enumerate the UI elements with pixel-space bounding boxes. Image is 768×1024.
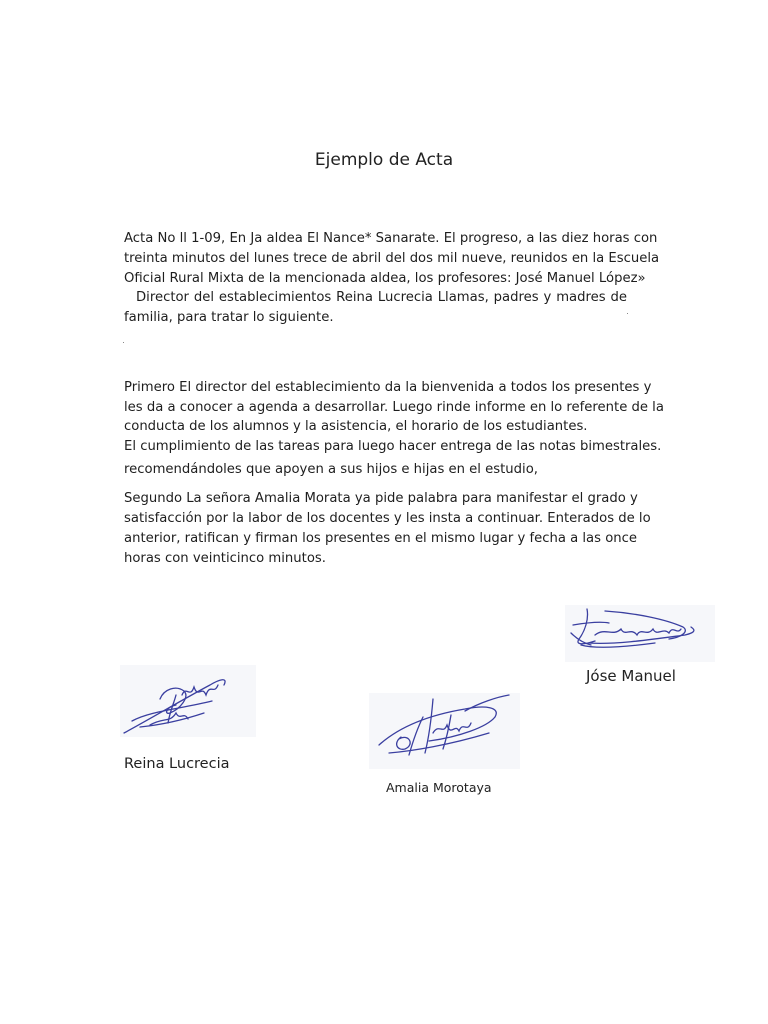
- signature-reina-lucrecia: [120, 665, 256, 737]
- paragraph-line: conducta de los alumnos y la asistencia, el horario de los estudiantes.: [124, 419, 588, 434]
- signature-name-jose-manuel: Jóse Manuel: [586, 667, 676, 685]
- signature-name-amalia-morotaya: Amalia Morotaya: [386, 780, 492, 795]
- signature-jose-manuel: [565, 605, 715, 662]
- paragraph-line: Oficial Rural Mixta de la mencionada aldea, los profesores: José Manuel López»: [124, 271, 646, 286]
- paragraph-line: Segundo La señora Amalia Morata ya pide palabra para manifestar el grado y: [124, 491, 638, 506]
- paragraph-line: anterior, ratifican y firman los presentes en el mismo lugar y fecha a las once: [124, 531, 637, 546]
- signature-amalia-morotaya-drawing: [369, 693, 520, 769]
- signature-reina-lucrecia-drawing: [120, 665, 256, 737]
- paragraph-line: familia, para tratar lo siguiente.: [124, 310, 334, 325]
- paragraph-line: les da a conocer a agenda a desarrollar. Luego rinde informe en lo referente de la: [124, 400, 664, 415]
- signature-jose-manuel-drawing: [565, 605, 715, 662]
- paragraph-recomendandoles: recomendándoles que apoyen a sus hijos e hijas en el estudio,: [124, 462, 538, 477]
- paragraph-line: horas con veinticinco minutos.: [124, 551, 326, 566]
- paragraph-line: satisfacción por la labor de los docentes y les insta a continuar. Enterados de lo: [124, 511, 651, 526]
- paragraph-line: Primero El director del establecimiento da la bienvenida a todos los presentes y: [124, 380, 652, 395]
- document-title: Ejemplo de Acta: [314, 150, 454, 170]
- paragraph-line: Acta No ll 1-09, En Ja aldea El Nance* Sanarate. El progreso, a las diez horas con: [124, 231, 658, 246]
- paragraph-cumplimiento: El cumplimiento de las tareas para luego hacer entrega de las notas bimestrales.: [124, 439, 662, 454]
- signature-name-reina-lucrecia: Reina Lucrecia: [124, 756, 230, 772]
- signature-amalia-morotaya: [369, 693, 520, 769]
- stray-mark: [627, 313, 628, 314]
- paragraph-line: treinta minutos del lunes trece de abril del dos mil nueve, reunidos en la Escuela: [124, 251, 660, 266]
- paragraph-line: Director del establecimientos Reina Lucrecia Llamas, padres y madres de: [136, 290, 627, 305]
- stray-mark: [123, 342, 124, 343]
